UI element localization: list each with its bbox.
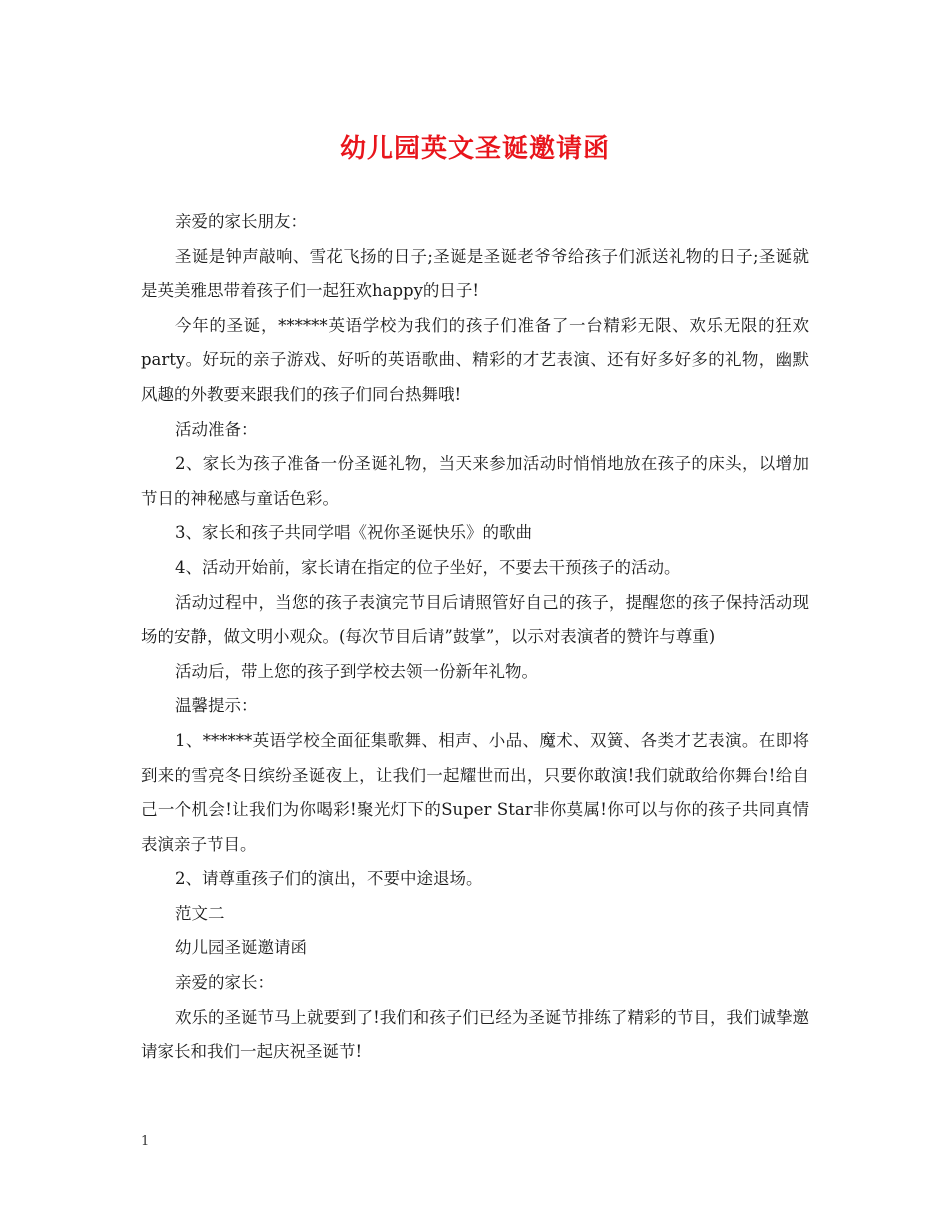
- paragraph: 今年的圣诞，******英语学校为我们的孩子们准备了一台精彩无限、欢乐无限的狂欢party。好玩的亲子游戏、好听的英语歌曲、精彩的才艺表演、还有好多好多的礼物，幽默风趣的外教要来跟我们的孩子们同台热舞哦!: [141, 315, 809, 404]
- paragraph: 亲爱的家长：: [175, 973, 274, 993]
- document-title: 幼儿园英文圣诞邀请函: [339, 134, 610, 164]
- paragraph: 活动准备：: [175, 419, 258, 439]
- paragraph: 4、活动开始前，家长请在指定的位子坐好，不要去干预孩子的活动。: [175, 557, 681, 577]
- page-number: 1: [141, 1134, 150, 1149]
- paragraph: 亲爱的家长朋友：: [175, 212, 307, 231]
- paragraph: 2、家长为孩子准备一份圣诞礼物，当天来参加活动时悄悄地放在孩子的床头，以增加节日的神秘感与童话色彩。: [141, 454, 809, 508]
- paragraph: 活动过程中，当您的孩子表演完节目后请照管好自己的孩子，提醒您的孩子保持活动现场的安静，做文明小观众。(每次节目后请”鼓掌”，以示对表演者的赞许与尊重): [141, 592, 809, 647]
- paragraph: 圣诞是钟声敲响、雪花飞扬的日子;圣诞是圣诞老爷爷给孩子们派送礼物的日子;圣诞就是英美雅思带着孩子们一起狂欢happy的日子!: [141, 246, 809, 301]
- paragraph: 范文二: [175, 903, 225, 923]
- paragraph: 幼儿园圣诞邀请函: [175, 938, 307, 958]
- paragraph: 活动后，带上您的孩子到学校去领一份新年礼物。: [175, 661, 538, 681]
- document-body: [141, 205, 809, 1070]
- paragraph: 1、******英语学校全面征集歌舞、相声、小品、魔术、双簧、各类才艺表演。在即将到来的雪亮冬日缤纷圣诞夜上，让我们一起耀世而出，只要你敢演!我们就敢给你舞台!给自己一个机会!让我们为你喝彩!聚光灯下的Super Star非你莫属!你可以与你的孩子共同真情表演亲子节目。: [141, 730, 809, 854]
- paragraph: 2、请尊重孩子们的演出，不要中途退场。: [175, 869, 483, 889]
- paragraph: 3、家长和孩子共同学唱《祝你圣诞快乐》的歌曲: [175, 523, 532, 543]
- paragraph: 欢乐的圣诞节马上就要到了!我们和孩子们已经为圣诞节排练了精彩的节目，我们诚挚邀请家长和我们一起庆祝圣诞节!: [141, 1007, 809, 1062]
- paragraph: 温馨提示：: [175, 696, 258, 716]
